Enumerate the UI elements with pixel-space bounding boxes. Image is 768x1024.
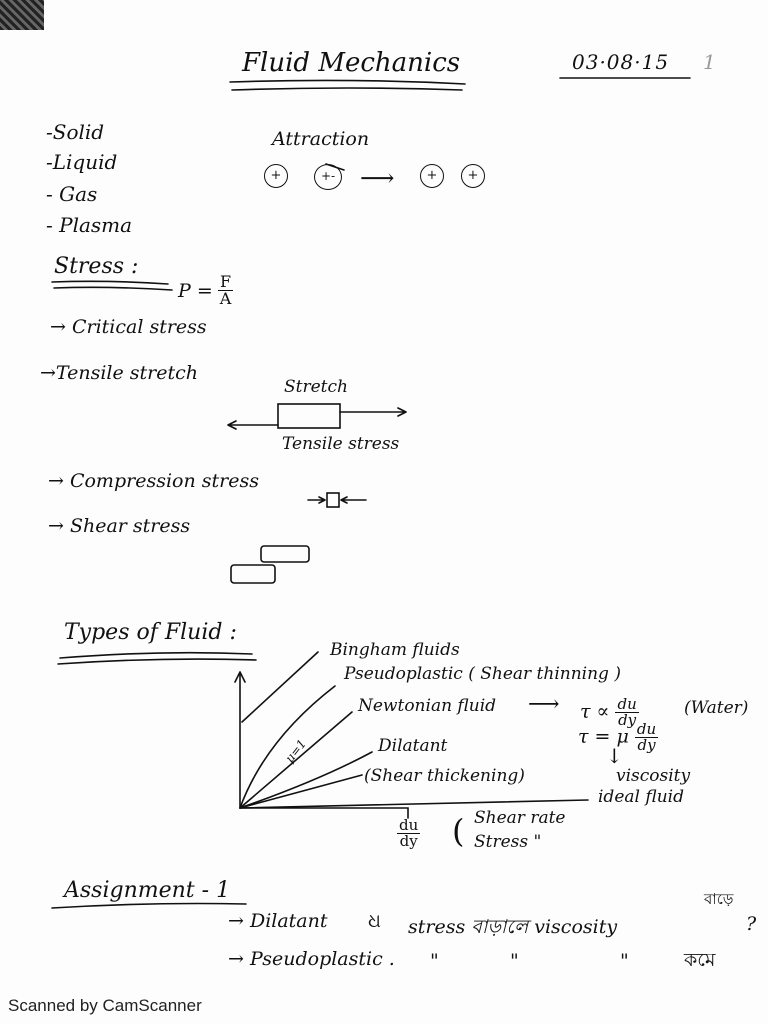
tensile-right-arrow: [340, 408, 406, 416]
dilatant-label: Dilatant: [378, 736, 448, 756]
bingham-curve: [242, 652, 318, 722]
state-solid: -Solid: [46, 120, 105, 144]
charge-circle-4: +: [461, 164, 485, 188]
critical-stress: → Critical stress: [50, 316, 207, 338]
viscosity-label: viscosity: [616, 766, 691, 786]
attraction-label: Attraction: [272, 128, 370, 150]
tau-prop-symbol: τ ∝: [580, 700, 610, 723]
stress-underline-2: [54, 287, 172, 290]
water-label: (Water): [684, 698, 749, 718]
fluids-underline-1: [60, 653, 252, 658]
fluids-underline-2: [58, 659, 256, 664]
title-underline-2: [232, 88, 462, 90]
formula-numerator: F: [220, 272, 232, 291]
formula-denominator: A: [219, 289, 232, 308]
mu-label: μ=1: [282, 736, 310, 766]
state-liquid: -Liquid: [46, 150, 118, 174]
newtonian-arrow: ⟶: [528, 692, 560, 717]
stress-heading: Stress :: [54, 254, 139, 279]
pseudoplastic-label: Pseudoplastic ( Shear thinning ): [344, 664, 621, 684]
bingham-label: Bingham fluids: [330, 640, 460, 660]
newtonian-label: Newtonian fluid: [358, 696, 497, 716]
compression-left-arrow: [308, 497, 325, 503]
compression-right-arrow: [341, 497, 366, 503]
y-axis: [235, 672, 245, 808]
tensile-left-arrow: [228, 421, 278, 429]
tensile-stress-label: Tensile stress: [282, 434, 400, 454]
charge-circle-3: +: [420, 164, 444, 188]
axis-du: du: [399, 816, 419, 834]
state-plasma: - Plasma: [46, 213, 133, 237]
scanner-watermark: Scanned by CamScanner: [8, 996, 202, 1015]
shear-stress: → Shear stress: [48, 515, 191, 537]
assignment-heading: Assignment - 1: [64, 878, 231, 903]
tau-eq-dy: dy: [637, 736, 656, 754]
page-title: Fluid Mechanics: [242, 48, 461, 78]
axis-brace: (: [452, 812, 465, 850]
charge-circle-2: +-: [314, 164, 342, 190]
ditto-mark-1: ": [430, 950, 439, 972]
tau-prop-du: du: [617, 695, 637, 713]
shear-rate-label: Shear rate: [474, 808, 566, 828]
tau-eq-du: du: [636, 720, 657, 738]
stretch-label: Stretch: [284, 377, 348, 397]
tensile-stretch: →Tensile stretch: [40, 362, 199, 384]
viscosity-down-arrow: ↓: [606, 744, 623, 768]
stress-underline-1: [52, 281, 168, 284]
dilatant-curve: [240, 752, 372, 808]
assignment-line1-prefix: → Dilatant: [228, 910, 328, 932]
compression-block: [327, 493, 339, 507]
assignment-line2-prefix: → Pseudoplastic .: [228, 948, 395, 970]
charge-arrow-mark: [326, 164, 344, 170]
stress-ditto-label: Stress ": [474, 832, 542, 852]
assignment-line1-symbol: ଧ: [368, 910, 381, 932]
date: 03·08·15: [572, 50, 670, 74]
ditto-mark-2: ": [510, 950, 519, 972]
reaction-arrow: ⟶: [360, 164, 395, 192]
shear-block-top: [261, 546, 309, 562]
charge-circle-1: +: [264, 164, 288, 188]
ditto-mark-3: ": [620, 950, 629, 972]
x-axis: [240, 800, 588, 808]
fluids-heading: Types of Fluid :: [64, 620, 237, 645]
shear-block-bottom: [231, 565, 275, 583]
assignment-line1-question: ?: [746, 913, 757, 935]
tensile-bar: [278, 404, 340, 428]
page-number: 1: [703, 50, 716, 74]
assignment-line2-end: কমে: [684, 949, 716, 971]
title-underline-1: [230, 80, 465, 84]
state-gas: - Gas: [46, 182, 98, 206]
shear-thickening-label: (Shear thickening): [364, 766, 525, 786]
assignment-line1-text: stress বাড়ালে viscosity: [408, 916, 618, 938]
tau-prop-dy: dy: [618, 711, 637, 729]
axis-marker: [240, 808, 408, 818]
axis-dy: dy: [399, 832, 418, 850]
ideal-fluid-label: ideal fluid: [598, 787, 684, 807]
assignment-line1-note: বাড়ে: [704, 890, 734, 908]
formula-p: P =: [178, 280, 213, 302]
assignment-underline: [52, 904, 246, 909]
compression-stress: → Compression stress: [48, 470, 259, 492]
tau-eq-symbol: τ = μ: [578, 725, 629, 748]
